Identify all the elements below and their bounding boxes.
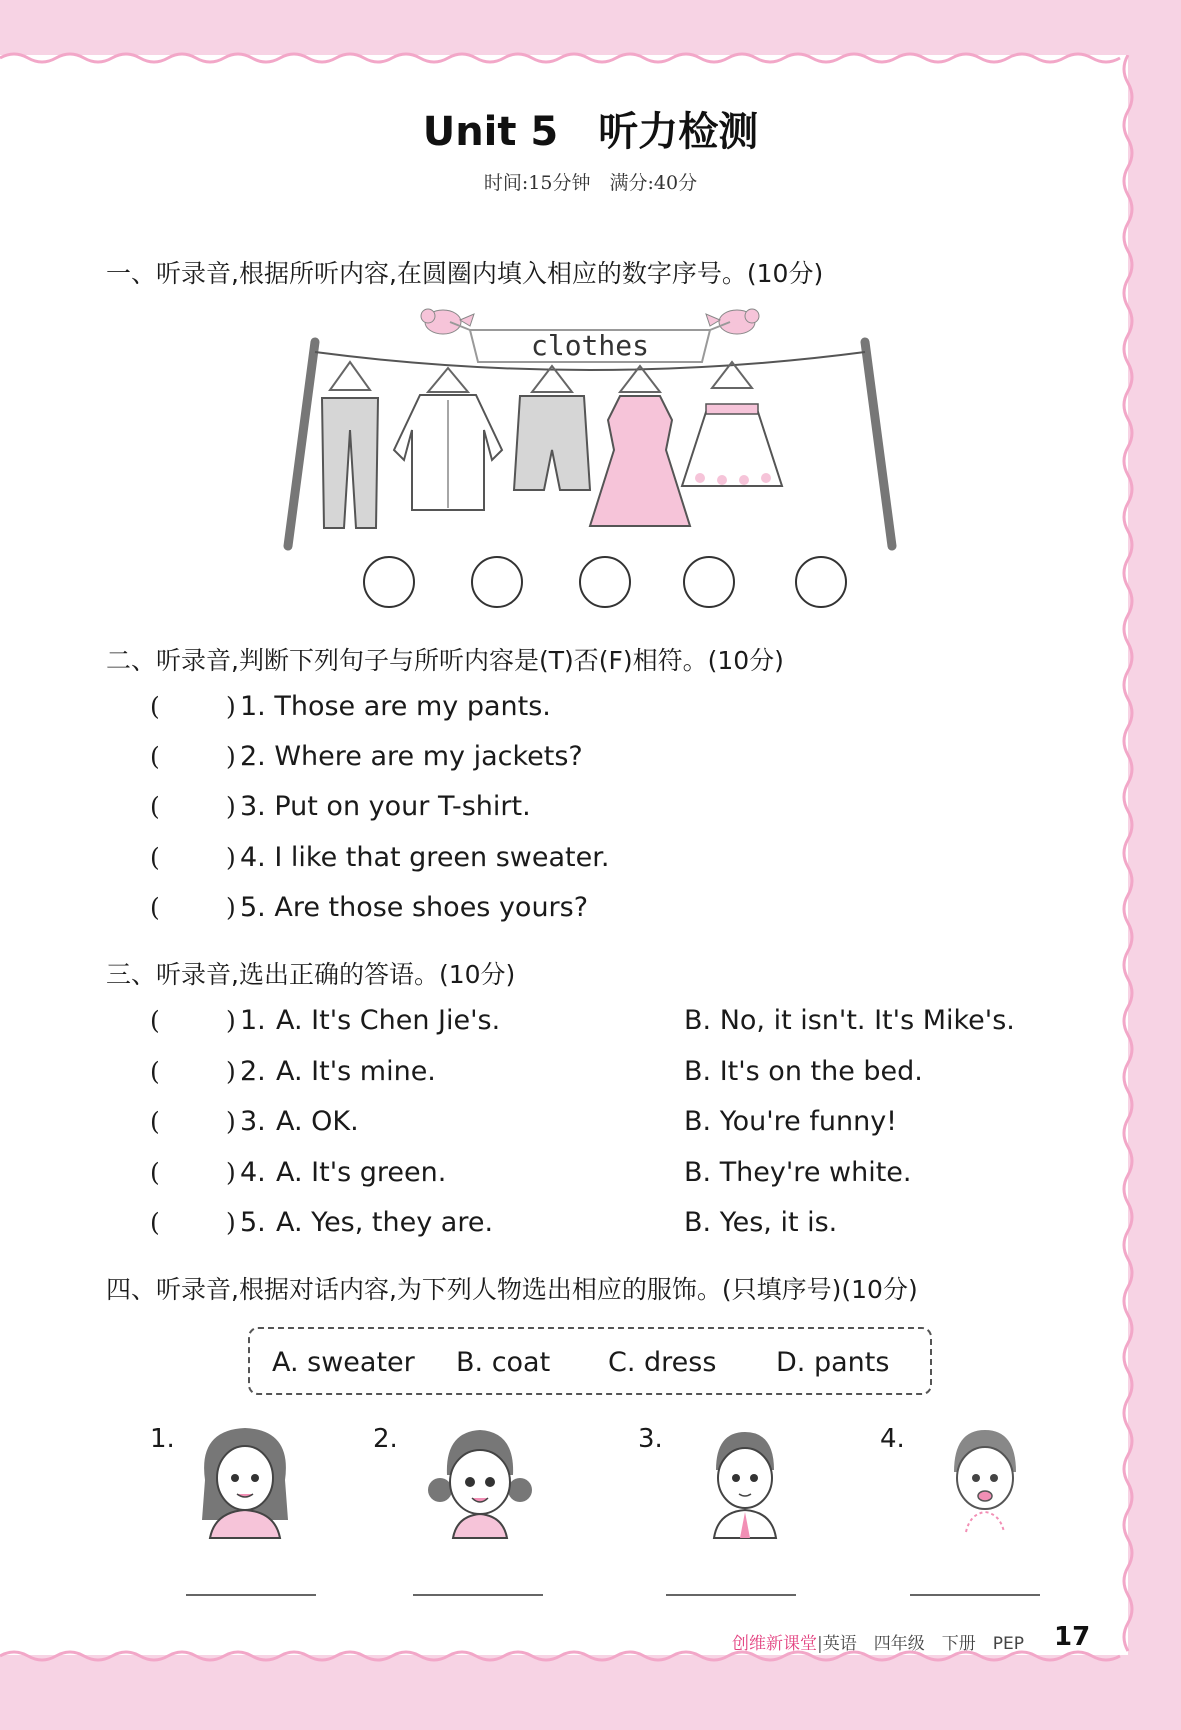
section-4-heading: 四、听录音,根据对话内容,为下列人物选出相应的服饰。(只填序号)(10分) xyxy=(106,1275,918,1304)
girl-pigtails-avatar xyxy=(425,1420,535,1540)
option-b: B. It's on the bed. xyxy=(684,1056,923,1087)
choice-c: C. dress xyxy=(608,1347,717,1378)
answer-paren-open: ( xyxy=(150,742,160,771)
tf-item: 1. Those are my pants. xyxy=(240,691,551,722)
option-b: B. Yes, it is. xyxy=(684,1207,838,1238)
answer-paren-close: ) xyxy=(226,893,236,922)
answer-paren-close: ) xyxy=(226,1107,236,1136)
answer-paren-open: ( xyxy=(150,792,160,821)
answer-paren-open: ( xyxy=(150,1057,160,1086)
footer-brand: 创维新课堂 xyxy=(732,1634,817,1654)
bird-icon-right xyxy=(706,309,759,334)
answer-circle-3[interactable] xyxy=(580,557,630,607)
answer-paren-open: ( xyxy=(150,843,160,872)
skirt-item xyxy=(682,362,782,486)
answer-paren-close: ) xyxy=(226,1057,236,1086)
answer-paren-close: ) xyxy=(226,1208,236,1237)
answer-paren-open: ( xyxy=(150,1208,160,1237)
pants-item xyxy=(322,362,378,528)
page-subtitle: 时间:15分钟 满分:40分 xyxy=(483,172,698,194)
question-number: 5. xyxy=(240,1207,266,1238)
tf-item: 4. I like that green sweater. xyxy=(240,842,610,873)
option-b: B. No, it isn't. It's Mike's. xyxy=(684,1005,1015,1036)
answer-line-4[interactable] xyxy=(910,1594,1040,1596)
answer-paren-open: ( xyxy=(150,692,160,721)
page-title: Unit 5 听力检测 xyxy=(422,109,759,155)
answer-paren-open: ( xyxy=(150,893,160,922)
clothesline-illustration xyxy=(270,300,910,620)
wavy-border-right xyxy=(1120,55,1142,1655)
bird-icon-left xyxy=(421,309,474,334)
person-number: 2. xyxy=(373,1424,398,1454)
answer-circle-5[interactable] xyxy=(796,557,846,607)
choice-a: A. sweater xyxy=(272,1347,415,1378)
question-number: 2. xyxy=(240,1056,266,1087)
answer-circle-1[interactable] xyxy=(364,557,414,607)
option-a: A. Yes, they are. xyxy=(276,1207,494,1238)
dress-item xyxy=(590,366,690,526)
option-a: A. OK. xyxy=(276,1106,359,1137)
tf-item: 2. Where are my jackets? xyxy=(240,741,583,772)
banner-text: clothes xyxy=(530,329,650,362)
answer-line-1[interactable] xyxy=(186,1594,316,1596)
answer-paren-close: ) xyxy=(226,742,236,771)
footer xyxy=(732,1629,1024,1654)
wavy-border-top xyxy=(0,50,1128,66)
choice-b: B. coat xyxy=(456,1347,551,1378)
answer-line-2[interactable] xyxy=(413,1594,543,1596)
question-number: 1. xyxy=(240,1005,266,1036)
footer-separator: | xyxy=(817,1634,823,1654)
page-number: 17 xyxy=(1054,1622,1091,1652)
answer-paren-close: ) xyxy=(226,1158,236,1187)
option-a: A. It's mine. xyxy=(276,1056,436,1087)
answer-paren-open: ( xyxy=(150,1158,160,1187)
shirt-item xyxy=(394,368,502,510)
answer-paren-open: ( xyxy=(150,1107,160,1136)
answer-paren-close: ) xyxy=(226,1006,236,1035)
question-number: 3. xyxy=(240,1106,266,1137)
footer-info: 英语 四年级 下册 PEP xyxy=(822,1634,1024,1654)
shorts-item xyxy=(514,366,590,490)
option-a: A. It's green. xyxy=(276,1157,447,1188)
person-number: 3. xyxy=(638,1424,663,1454)
option-b: B. They're white. xyxy=(684,1157,912,1188)
option-b: B. You're funny! xyxy=(684,1106,897,1137)
answer-paren-close: ) xyxy=(226,792,236,821)
boy-short-hair-avatar xyxy=(930,1420,1040,1540)
answer-paren-open: ( xyxy=(150,1006,160,1035)
answer-circle-2[interactable] xyxy=(472,557,522,607)
answer-paren-close: ) xyxy=(226,843,236,872)
section-1-heading: 一、听录音,根据所听内容,在圆圈内填入相应的数字序号。(10分) xyxy=(106,259,824,288)
person-number: 1. xyxy=(150,1424,175,1454)
answer-line-3[interactable] xyxy=(666,1594,796,1596)
person-number: 4. xyxy=(880,1424,905,1454)
option-a: A. It's Chen Jie's. xyxy=(276,1005,501,1036)
tf-item: 3. Put on your T-shirt. xyxy=(240,791,531,822)
question-number: 4. xyxy=(240,1157,266,1188)
girl-long-hair-avatar xyxy=(190,1420,300,1540)
boy-avatar xyxy=(690,1420,800,1540)
choice-box xyxy=(248,1327,932,1395)
tf-item: 5. Are those shoes yours? xyxy=(240,892,589,923)
answer-circle-4[interactable] xyxy=(684,557,734,607)
answer-paren-close: ) xyxy=(226,692,236,721)
choice-d: D. pants xyxy=(776,1347,890,1378)
section-2-heading: 二、听录音,判断下列句子与所听内容是(T)否(F)相符。(10分) xyxy=(106,646,784,675)
section-3-heading: 三、听录音,选出正确的答语。(10分) xyxy=(106,960,516,989)
